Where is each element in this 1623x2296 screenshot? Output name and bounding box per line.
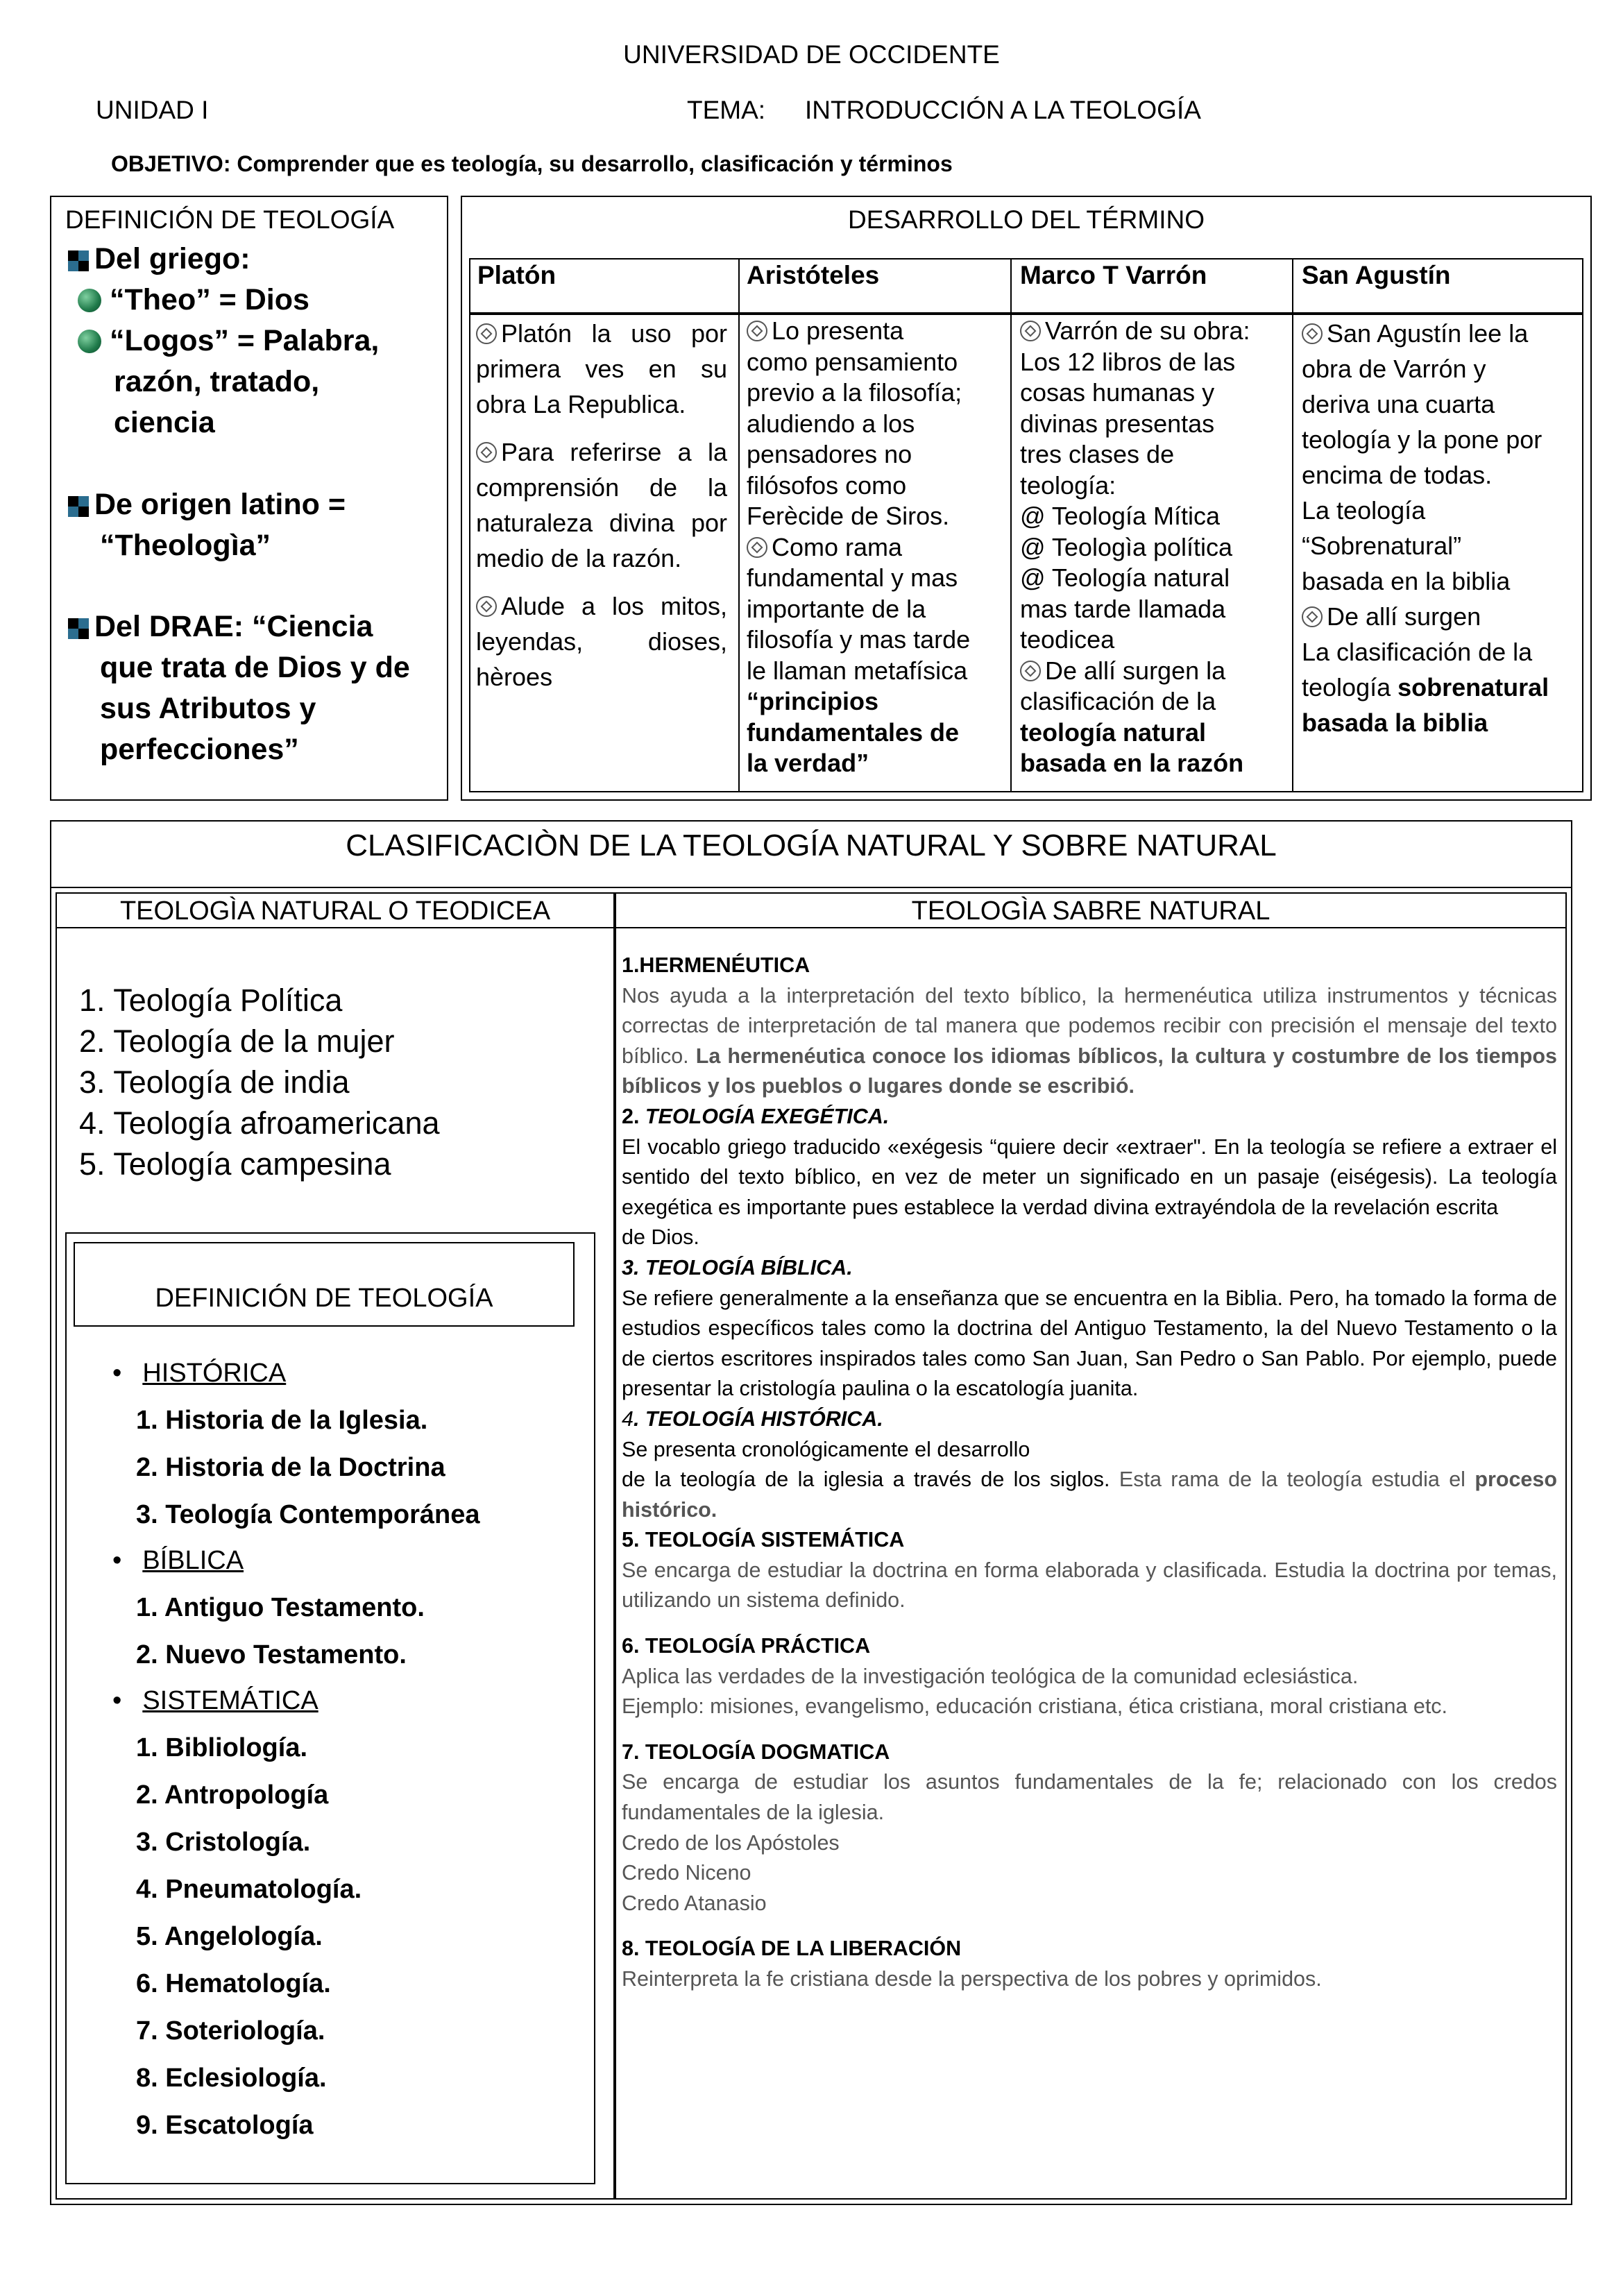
exegetica-text-2: de Dios. (622, 1225, 699, 1250)
var-l1 (1020, 316, 1291, 347)
ari-l9: fundamental y mas (747, 563, 958, 592)
bullet-icon: • (112, 1359, 122, 1388)
sun-bullet-icon (1302, 606, 1323, 627)
dogmatica-credo-1: Credo de los Apóstoles (622, 1830, 840, 1855)
platon-p2-text: Para referirse a la comprensión de la naturaleza divina por medio de la razón. (476, 438, 727, 572)
ari-l11: filosofía y mas tarde (747, 625, 971, 654)
list-item: 2. Historia de la Doctrina (136, 1453, 445, 1482)
bullet-icon: • (112, 1546, 122, 1575)
platon-p3-text: Alude a los mitos, leyendas, dioses, hèroes (476, 592, 727, 691)
sun-bullet-icon (1020, 321, 1041, 341)
checker-bullet-icon (68, 496, 89, 517)
liberacion-heading: 8. TEOLOGÍA DE LA LIBERACIÓN (622, 1937, 962, 1961)
agu-l12: basada la biblia (1302, 708, 1488, 737)
ari-l5: pensadores no (747, 440, 912, 468)
var-l6: teología: (1020, 470, 1116, 500)
historica-text-4: proceso histórico. (622, 1468, 1557, 1522)
platon-p1 (476, 316, 727, 422)
var-l3: cosas humanas y (1020, 378, 1215, 407)
latin-line-2: “Theologìa” (100, 529, 271, 562)
hermeneutica-text (622, 981, 1557, 1102)
logos-text-1: “Logos” = Palabra, (110, 324, 380, 357)
varron-cell (1020, 316, 1291, 779)
var-l15: basada en la razón (1020, 749, 1244, 777)
var-l5: tres clases de (1020, 440, 1175, 468)
sun-bullet-icon (747, 537, 767, 558)
column-divider (1010, 258, 1012, 792)
row-divider (469, 314, 1583, 315)
hermeneutica-text-2: La hermenéutica conoce los idiomas bíblicos, la cultura y costumbre de los tiempos bíblicos y los pueblos o lugares donde se escribió. (622, 1044, 1557, 1098)
practica-heading: 6. TEOLOGÍA PRÁCTICA (622, 1634, 871, 1658)
classification-title-divider (50, 887, 1572, 888)
historica-text-2: de la teología de la iglesia a través de los siglos. (622, 1468, 1119, 1492)
category-biblica (112, 1546, 244, 1576)
biblica-text: Se refiere generalmente a la enseñanza que se encuentra en la Biblia. Pero, ha tomado la forma de estudios específicos tales como la doctrina del Antiguo Testamento, la del Nuevo Testamento o la de ciertos escritores inspirados tales como San Juan, San Pedro o San Pablo. Por ejemplo, puede presentar la cristología paulina o la escatología juanita. (622, 1286, 1557, 1401)
list-item: 1. Teología Política (79, 983, 343, 1018)
ari-l2: como pensamiento (747, 347, 958, 376)
ari-l1 (747, 316, 1009, 347)
category-historica (112, 1359, 286, 1388)
checker-bullet-icon (68, 618, 89, 639)
sun-bullet-icon (747, 321, 767, 341)
var-l4: divinas presentas (1020, 409, 1215, 438)
spacer (622, 1616, 1557, 1631)
ari-l8 (747, 532, 1009, 563)
theo-text: “Theo” = Dios (110, 283, 309, 316)
natural-header: TEOLOGÌA NATURAL O TEODICEA (119, 896, 551, 926)
agu-l6: La teología (1302, 496, 1426, 525)
logos-line (78, 321, 379, 362)
biblica-title: 3. TEOLOGÍA BÍBLICA. (622, 1255, 853, 1279)
column-divider (1292, 258, 1293, 792)
topic-title: INTRODUCCIÓN A LA TEOLOGÍA (805, 96, 1201, 124)
list-item: 7. Soteriología. (136, 2016, 325, 2046)
natural-list (79, 980, 440, 1184)
var-l7: @ Teología Mítica (1020, 502, 1221, 530)
ari-l14: fundamentales de (747, 717, 960, 747)
var-l10: mas tarde llamada (1020, 594, 1226, 623)
list-item: 6. Hematología. (136, 1969, 331, 1998)
var-l12 (1020, 656, 1291, 687)
ari-l12: le llaman metafísica (747, 656, 968, 685)
list-item: 2. Antropología (136, 1780, 329, 1810)
agu-l7: “Sobrenatural” (1302, 532, 1462, 560)
historica-text-1: Se presenta cronológicamente el desarrollo (622, 1437, 1030, 1461)
col-aristoteles: Aristóteles (747, 261, 880, 289)
latin-text: De origen latino = (94, 488, 346, 521)
var-l13: clasificación de la (1020, 687, 1216, 715)
list-item: 1. Historia de la Iglesia. (136, 1406, 428, 1435)
greek-origin (68, 239, 250, 280)
var-l9: @ Teología natural (1020, 563, 1230, 592)
var-l8: @ Teologìa política (1020, 532, 1233, 561)
latin-origin (68, 484, 346, 525)
ari-l10: importante de la (747, 594, 926, 623)
agu-l8: basada en la biblia (1302, 567, 1511, 595)
sun-bullet-icon (476, 323, 497, 344)
var-l2: Los 12 libros de las (1020, 347, 1236, 376)
agu-l9 (1302, 599, 1582, 634)
development-title: DESARROLLO DEL TÉRMINO (847, 205, 1205, 234)
topic-label: TEMA: (687, 96, 766, 124)
ari-l1-text: Lo presenta (772, 316, 904, 345)
supernatural-content (622, 951, 1557, 1995)
list-item: 2. Nuevo Testamento. (136, 1640, 407, 1669)
col-platon: Platón (477, 261, 556, 289)
exegetica-heading (622, 1102, 1557, 1132)
historica-heading (622, 1404, 1557, 1435)
globe-bullet-icon (78, 289, 101, 312)
agu-l10: La clasificación de la (1302, 638, 1533, 666)
subheader-divider (56, 927, 1567, 928)
list-item: 3. Teología de india (79, 1064, 350, 1100)
agu-l9-text: De allí surgen (1327, 602, 1481, 631)
historica-text-3: Esta rama de la teología estudia el (1119, 1468, 1475, 1492)
spacer (622, 1919, 1557, 1934)
theo-line (78, 280, 309, 321)
hermeneutica-heading: 1.HERMENÉUTICA (622, 953, 810, 977)
category-sistematica (112, 1686, 318, 1716)
dogmatica-credo-3: Credo Atanasio (622, 1891, 767, 1915)
logos-line-2: razón, tratado, (114, 365, 320, 398)
globe-bullet-icon (78, 330, 101, 353)
category-label: SISTEMÁTICA (142, 1686, 318, 1715)
dogmatica-text: Se encarga de estudiar los asuntos fundamentales de la fe; relacionado con los credos fundamentales de la iglesia. (622, 1770, 1557, 1825)
list-item: 5. Angelología. (136, 1922, 323, 1951)
sun-bullet-icon (1302, 323, 1323, 344)
var-l12-text: De allí surgen la (1045, 656, 1226, 685)
objective: OBJETIVO: Comprender que es teología, su desarrollo, clasificación y términos (111, 151, 953, 176)
spacer (622, 1722, 1557, 1737)
platon-cell (476, 316, 727, 695)
historica-num: 4 (622, 1406, 634, 1431)
logos-line-3: ciencia (114, 406, 215, 439)
agu-l11a: teología (1302, 673, 1398, 701)
list-item: 1. Antiguo Testamento. (136, 1593, 425, 1622)
exegetica-text: El vocablo griego traducido «exégesis “quiere decir «extraer". En la teología se refiere a extraer el sentido del texto bíblico, en vez de meter un significado en un pasaje (eiségesis). La teología exegética es importante pues establece la verdad divina extrayéndola de la revelación escrita (622, 1134, 1557, 1219)
sistematica-heading: 5. TEOLOGÍA SISTEMÁTICA (622, 1528, 905, 1552)
biblica-heading (622, 1253, 1557, 1284)
var-l11: teodicea (1020, 625, 1115, 654)
ari-l7: Ferècide de Siros. (747, 502, 950, 530)
agu-l1 (1302, 316, 1582, 351)
ari-l4: aludiendo a los (747, 409, 915, 438)
list-item: 9. Escatología (136, 2111, 314, 2140)
practica-text-1: Aplica las verdades de la investigación teológica de la comunidad eclesiástica. (622, 1664, 1359, 1688)
agu-l5: encima de todas. (1302, 461, 1493, 489)
ari-l8-text: Como rama (772, 532, 903, 561)
list-item: 4. Pneumatología. (136, 1875, 362, 1904)
sun-bullet-icon (476, 596, 497, 617)
sun-bullet-icon (1020, 661, 1041, 681)
liberacion-text: Reinterpreta la fe cristiana desde la perspectiva de los pobres y oprimidos. (622, 1967, 1322, 1991)
agu-l4: teología y la pone por (1302, 425, 1543, 454)
definition-title: DEFINICIÓN DE TEOLOGÍA (65, 205, 395, 234)
drae-definition (68, 606, 373, 647)
agu-l2: obra de Varrón y (1302, 355, 1486, 383)
platon-p3 (476, 588, 727, 695)
list-item: 8. Eclesiología. (136, 2064, 327, 2093)
var-l1-text: Varrón de su obra: (1045, 316, 1250, 345)
column-divider (738, 258, 740, 792)
platon-p2 (476, 434, 727, 576)
dogmatica-heading: 7. TEOLOGÍA DOGMATICA (622, 1740, 890, 1764)
category-label: HISTÓRICA (142, 1359, 287, 1388)
classification-title: CLASIFICACIÒN DE LA TEOLOGÍA NATURAL Y SOBRE NATURAL (346, 828, 1277, 862)
col-agustin: San Agustín (1302, 261, 1451, 289)
list-item: 5. Teología campesina (79, 1146, 391, 1182)
ari-l3: previo a la filosofía; (747, 378, 962, 407)
practica-text-2: Ejemplo: misiones, evangelismo, educación cristiana, ética cristiana, moral cristiana etc. (622, 1694, 1448, 1719)
drae-text-1: Del DRAE: “Ciencia (94, 610, 373, 643)
ari-l15: la verdad” (747, 749, 869, 777)
list-item: 1. Bibliología. (136, 1733, 308, 1762)
platon-p1-text: Platón la uso por primera ves en su obra La Republica. (476, 319, 727, 418)
list-item: 4. Teología afroamericana (79, 1105, 440, 1141)
category-label: BÍBLICA (142, 1546, 244, 1575)
agu-l11 (1302, 670, 1582, 705)
historica-title: . TEOLOGÍA HISTÓRICA. (633, 1406, 883, 1431)
agu-l1-text: San Agustín lee la (1327, 319, 1529, 348)
bullet-icon: • (112, 1686, 122, 1715)
list-item: 3. Cristología. (136, 1828, 311, 1857)
checker-bullet-icon (68, 250, 89, 271)
list-item: 3. Teología Contemporánea (136, 1500, 480, 1529)
drae-line-4: perfecciones” (100, 733, 299, 766)
agu-l3: deriva una cuarta (1302, 390, 1495, 418)
agu-l11b: sobrenatural (1397, 673, 1549, 701)
sun-bullet-icon (476, 442, 497, 463)
supernatural-header: TEOLOGÌA SABRE NATURAL (911, 896, 1271, 926)
ari-l6: filósofos como (747, 470, 907, 500)
drae-line-3: sus Atributos y (100, 692, 316, 725)
drae-line-2: que trata de Dios y de (100, 651, 410, 684)
aristoteles-cell (747, 316, 1009, 779)
dogmatica-credo-2: Credo Niceno (622, 1861, 751, 1885)
exegetica-title: TEOLOGÍA EXEGÉTICA. (645, 1104, 890, 1128)
var-l14: teología natural (1020, 717, 1207, 747)
definition-types-title: DEFINICIÓN DE TEOLOGÍA (155, 1284, 493, 1313)
university-title: UNIVERSIDAD DE OCCIDENTE (623, 40, 1000, 69)
list-item: 2. Teología de la mujer (79, 1023, 395, 1059)
sistematica-text: Se encarga de estudiar la doctrina en forma elaborada y clasificada. Estudia la doctrina por temas, utilizando un sistema definido. (622, 1558, 1557, 1613)
unit-label: UNIDAD I (96, 96, 209, 124)
ari-l13: “principios (747, 687, 879, 715)
exegetica-num: 2. (622, 1104, 645, 1128)
agustin-cell (1302, 316, 1582, 740)
historica-text (622, 1465, 1557, 1525)
greek-label: Del griego: (94, 242, 250, 275)
hermeneutica-text-1: Nos ayuda a la interpretación del texto bíblico, la hermenéutica utiliza instrumentos y técnicas correctas de interpretación de tal manera que podemos recibir con precisión el mensaje del texto bíblico. (622, 983, 1557, 1068)
col-varron: Marco T Varrón (1020, 261, 1207, 289)
